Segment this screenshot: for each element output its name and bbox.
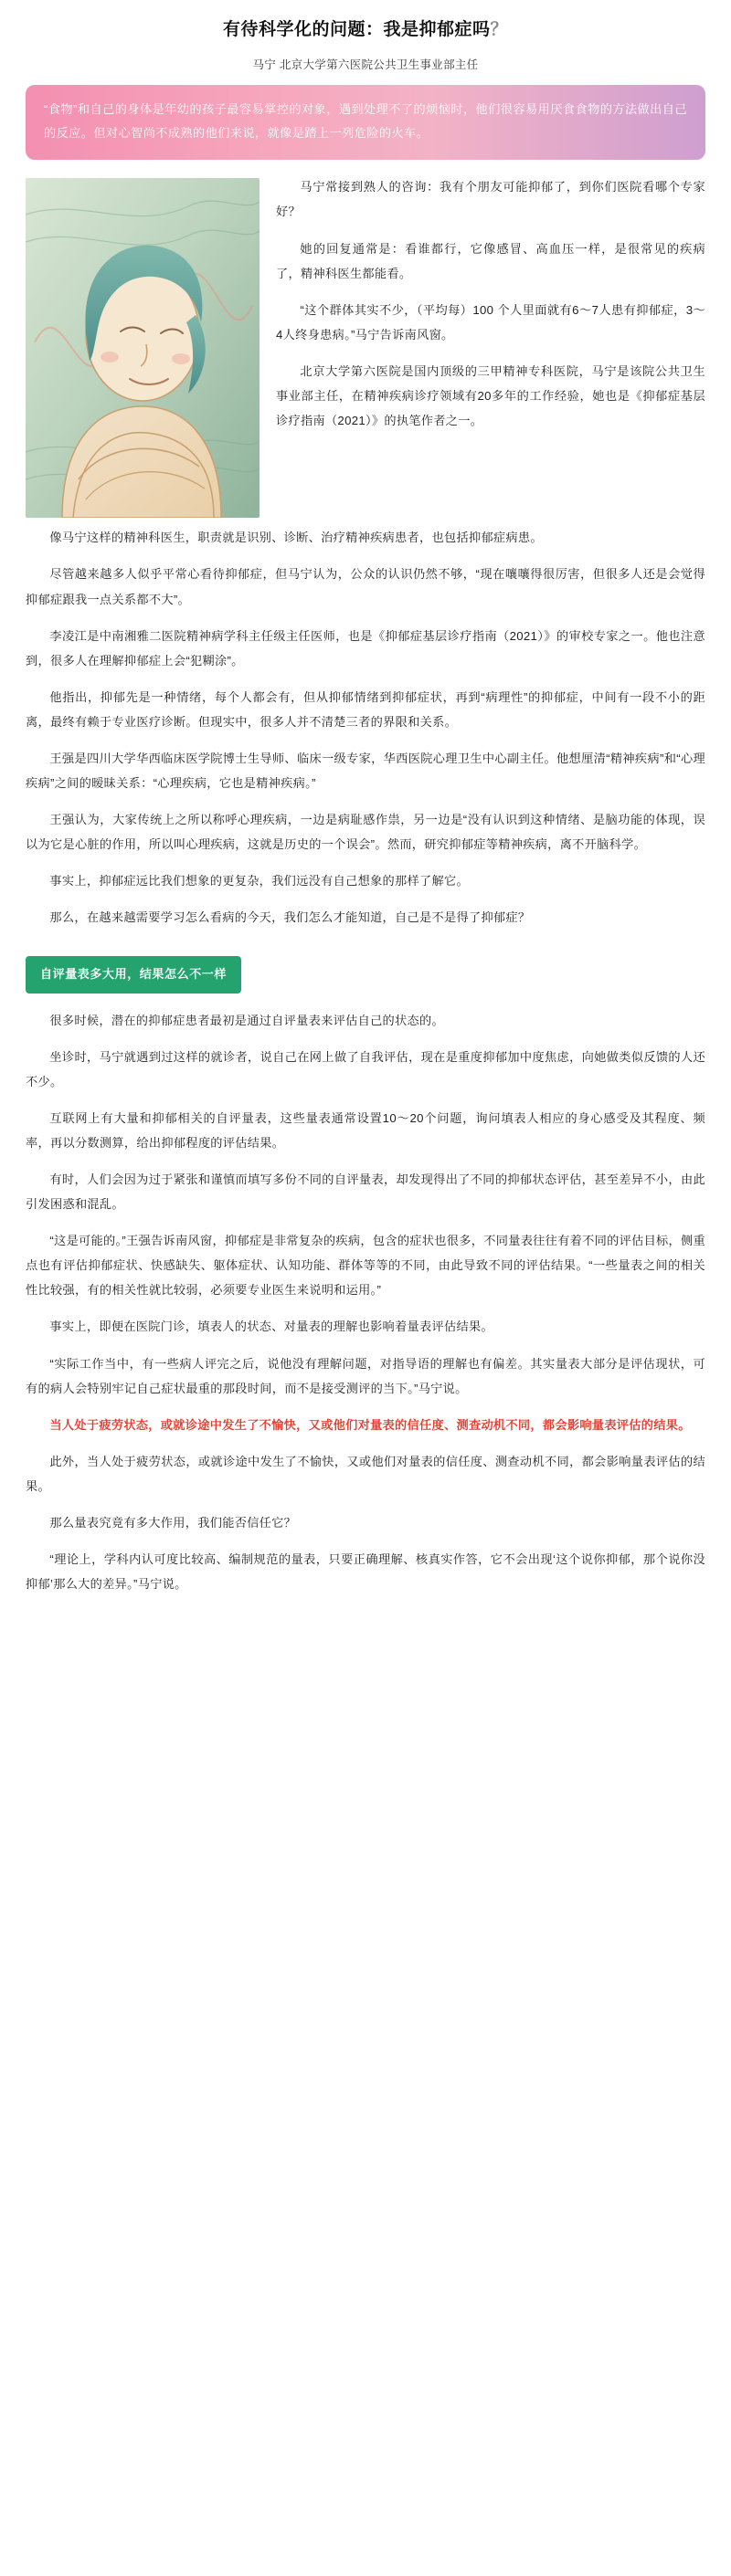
paragraph: 马宁常接到熟人的咨询：我有个朋友可能抑郁了，到你们医院看哪个专家好？ <box>276 180 705 219</box>
section-badge: 自评量表多大用，结果怎么不一样 <box>26 956 241 994</box>
paragraph: “这个群体其实不少，（平均每）100 个人里面就有6～7人患有抑郁症，3～4人终身患病。”马宁告诉南风窗。 <box>276 302 705 342</box>
page-title-question-mark: ？ <box>490 20 509 39</box>
paragraph: 那么量表究竟有多大作用，我们能否信任它？ <box>49 1515 297 1530</box>
paragraph: 尽管越来越多人似乎平常心看待抑郁症，但马宁认为，公众的认识仍然不够，“现在嚷嚷得很厉害，但很多人还是会觉得抑郁症跟我一点关系都不大”。 <box>26 567 705 606</box>
highlight-paragraph: 当人处于疲劳状态，或就诊途中发生了不愉快，又或他们对量表的信任度、测查动机不同，都会影响量表评估的结果。 <box>49 1417 691 1432</box>
lead-text: “食物”和自己的身体是年幼的孩子最容易掌控的对象，遇到处理不了的烦恼时，他们很容易用厌食食物的方法做出自己的反应。但对心智尚不成熟的他们来说，就像是踏上一列危险的火车。 <box>44 101 687 140</box>
paragraph: 事实上，即便在医院门诊，填表人的状态、对量表的理解也影响着量表评估结果。 <box>49 1320 493 1334</box>
page-title-text: 有待科学化的问题：我是抑郁症吗 <box>222 20 491 39</box>
paragraph: 很多时候，潜在的抑郁症患者最初是通过自评量表来评估自己的状态的。 <box>49 1013 444 1027</box>
paragraph: 有时，人们会因为过于紧张和谨慎而填写多份不同的自评量表，却发现得出了不同的抑郁状态评估，甚至差异不小，由此引发困惑和混乱。 <box>26 1172 705 1212</box>
paragraph: 李凌江是中南湘雅二医院精神病学科主任级主任医师，也是《抑郁症基层诊疗指南（2021）》的审校专家之一。他也注意到，很多人在理解抑郁症上会“犯糊涂”。 <box>26 628 705 668</box>
paragraph: 坐诊时，马宁就遇到过这样的就诊者，说自己在网上做了自我评估，现在是重度抑郁加中度焦虑，向她做类似反馈的人还不少。 <box>26 1049 705 1088</box>
paragraph: “实际工作当中，有一些病人评完之后，说他没有理解问题，对指导语的理解也有偏差。其实量表大部分是评估现状，可有的病人会特别牢记自己症状最重的那段时间，而不是接受测评的当下。”马宁说。 <box>26 1356 705 1395</box>
paragraph: 像马宁这样的精神科医生，职责就是识别、诊断、治疗精神疾病患者，也包括抑郁症病患。 <box>49 531 543 545</box>
page-title <box>26 18 705 43</box>
paragraph: 他指出，抑郁先是一种情绪，每个人都会有，但从抑郁情绪到抑郁症状，再到“病理性”的抑郁症，中间有一段不小的距离，最终有赖于专业医疗诊断。但现实中，很多人并不清楚三者的界限和关系。 <box>26 689 705 729</box>
paragraph: 北京大学第六医院是国内顶级的三甲精神专科医院，马宁是该院公共卫生事业部主任，在精神疾病诊疗领域有20多年的工作经验，她也是《抑郁症基层诊疗指南（2021）》的执笔作者之一。 <box>276 363 705 427</box>
lead-callout-box <box>26 85 705 161</box>
byline: 马宁 北京大学第六医院公共卫生事业部主任 <box>252 58 479 71</box>
paragraph: 王强认为，大家传统上之所以称呼心理疾病，一边是病耻感作祟，另一边是“没有认识到这种情绪、是脑功能的体现，误以为它是心脏的作用，所以叫心理疾病，这就是历史的一个误会”。然而，研究抑郁症等精神疾病，离不开脑科学。 <box>26 812 705 852</box>
paragraph: 此外，当人处于疲劳状态，或就诊途中发生了不愉快，又或他们对量表的信任度、测查动机不同，都会影响量表评估的结果。 <box>26 1454 705 1493</box>
paragraph: 互联网上有大量和抑郁相关的自评量表，这些量表通常设置10～20个问题，询问填表人相应的身心感受及其程度、频率，再以分数测算，给出抑郁程度的评估结果。 <box>26 1111 705 1151</box>
paragraph: 王强是四川大学华西临床医学院博士生导师、临床一级专家，华西医院心理卫生中心副主任。他想厘清“精神疾病”和“心理疾病”之间的暧昧关系：“心理疾病，它也是精神疾病。” <box>26 751 705 790</box>
paragraph: “这是可能的。”王强告诉南风窗，抑郁症是非常复杂的疾病，包含的症状也很多，不同量表往往有着不同的评估目标，侧重点也有评估抑郁症状、快感缺失、躯体症状、认知功能、群体等等的不同，由此导致不同的评估结果。“一些量表之间的相关性比较强，有的相关性就比较弱，必须要专业医生来说明和运用。” <box>26 1234 706 1298</box>
paragraph: “理论上，学科内认可度比较高、编制规范的量表，只要正确理解、核真实作答，它不会出现‘这个说你抑郁，那个说你没抑郁’那么大的差异。”马宁说。 <box>26 1551 705 1591</box>
paragraph: 她的回复通常是：看谁都行，它像感冒、高血压一样，是很常见的疾病了，精神科医生都能看。 <box>276 241 705 280</box>
paragraph: 事实上，抑郁症远比我们想象的更复杂，我们远没有自己想象的那样了解它。 <box>49 874 469 888</box>
woman-hugging-illustration <box>26 178 260 518</box>
paragraph: 那么，在越来越需要学习怎么看病的今天，我们怎么才能知道，自己是不是得了抑郁症？ <box>49 910 531 925</box>
article-body <box>26 174 705 1596</box>
section-heading-row <box>26 941 705 1008</box>
